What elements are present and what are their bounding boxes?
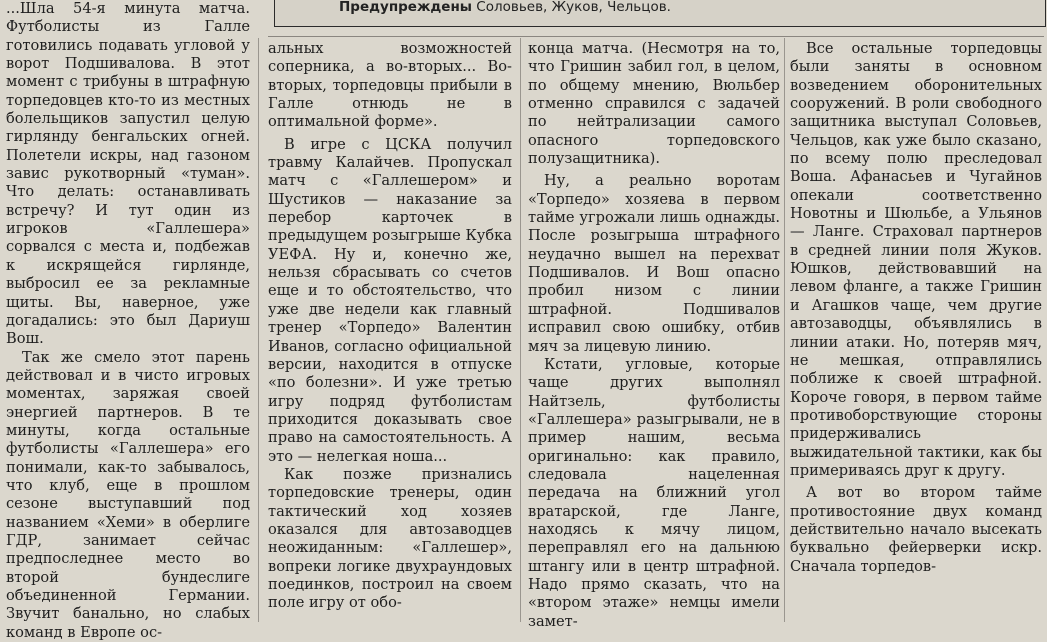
- warnings-names: Соловьев, Жуков, Чельцов.: [472, 0, 671, 15]
- column-divider: [784, 38, 785, 622]
- paragraph: В игре с ЦСКА получил травму Калайчев. Пропускал матч с «Галлешером» и Шустиков — наказание за перебор карточек в предыдущем розыгрыше Кубка УЕФА. Ну и, конечно же, нельзя сбрасывать со счетов еще и то обстоятельство, что уже две недели как главный тренер «Торпедо» Валентин Иванов, согласно официальной версии, находится в отпуске «по болезни». И уже третью игру подряд футболистам приходится доказывать свое право на самостоятельность. А это — нелегкая ноша...: [268, 135, 512, 465]
- paragraph: конца матча. (Несмотря на то, что Гришин забил гол, в целом, по общему мнению, Вюльбер отменно справился с задачей по нейтрализации самого опасного торпедовского полузащитника).: [528, 40, 780, 168]
- article-column-3: [528, 40, 780, 630]
- warnings-label: Предупреждены: [339, 0, 472, 15]
- paragraph: Так же смело этот парень действовал и в чисто игровых моментах, заряжая своей энергией партнеров. В те минуты, когда остальные футболисты «Галлешера» его понимали, как-то забывалось, что клуб, еще в прошлом сезоне выступавший под названием «Хеми» в оберлиге ГДР, занимает сейчас предпоследнее место во второй бундеслиге объединенной Германии. Звучит банально, но слабых команд в Европе ос-: [6, 348, 250, 641]
- paragraph: ...Шла 54-я минута матча. Футболисты из Галле готовились подавать угловой у ворот Подшивалова. В этот момент с трибуны в штрафную торпедовцев кто-то из местных болельщиков запустил целую гирлянду бенгальских огней. Полетели искры, над газоном завис рукотворный «туман». Что делать: останавливать встречу? И тут один из игроков «Галлешера» сорвался с места и, подбежав к искрящейся гирлянде, выбросил ее за рекламные щиты. Вы, наверное, уже догадались: это был Дариуш Вош.: [6, 0, 250, 348]
- paragraph: Кстати, угловые, которые чаще других выполнял Найтзель, футболисты «Галлешера» разыгрывали, не в пример нашим, весьма оригинально: как правило, следовала нацеленная передача на ближний угол вратарской, где Ланге, находясь к мячу лицом, переправлял его на дальнюю штангу или в центр штрафной. Надо прямо сказать, что на «втором этаже» немцы имели замет-: [528, 355, 780, 630]
- paragraph: альных возможностей соперника, а во-вторых... Во-вторых, торпедовцы прибыли в Галле отнюдь не в оптимальной форме».: [268, 40, 512, 131]
- paragraph: Ну, а реально воротам «Торпедо» хозяева в первом тайме угрожали лишь однажды. После розыгрыша штрафного неудачно вышел на перехват Подшивалов. И Вош опасно пробил низом с линии штрафной. Подшивалов исправил свою ошибку, отбив мяч за лицевую линию.: [528, 172, 780, 355]
- column-top-rule: [268, 36, 1044, 37]
- column-divider: [520, 38, 521, 622]
- article-column-1: [6, 0, 250, 641]
- warnings-box: [274, 0, 1046, 27]
- paragraph: Как позже признались торпедовские тренеры, один тактический ход хозяев оказался для автозаводцев неожиданным: «Галлешер», вопреки логике двухраундовых поединков, построил на своем поле игру от обо-: [268, 465, 512, 612]
- paragraph: Все остальные торпедовцы были заняты в основном возведением оборонительных сооружений. В роли свободного защитника выступал Соловьев, Чельцов, как уже было сказано, по всему полю преследовал Воша. Афанасьев и Чугайнов опекали соответственно Новотны и Шюльбе, а Ульянов — Ланге. Страховал партнеров в средней линии поля Жуков. Юшков, действовавший на левом фланге, а также Гришин и Агашков чаще, чем другие автозаводцы, объявлялись в линии атаки. Но, потеряв мяч, не мешкая, отправлялись поближе к своей штрафной. Короче говоря, в первом тайме противоборствующие стороны придерживались выжидательной тактики, как бы примериваясь друг к другу.: [790, 40, 1042, 479]
- article-column-2: [268, 40, 512, 622]
- warnings-line: [339, 0, 671, 17]
- column-divider: [258, 38, 259, 622]
- paragraph: А вот во втором тайме противостояние двух команд действительно начало высекать буквально фейерверки искр. Сначала торпедов-: [790, 484, 1042, 575]
- article-column-4: [790, 40, 1042, 622]
